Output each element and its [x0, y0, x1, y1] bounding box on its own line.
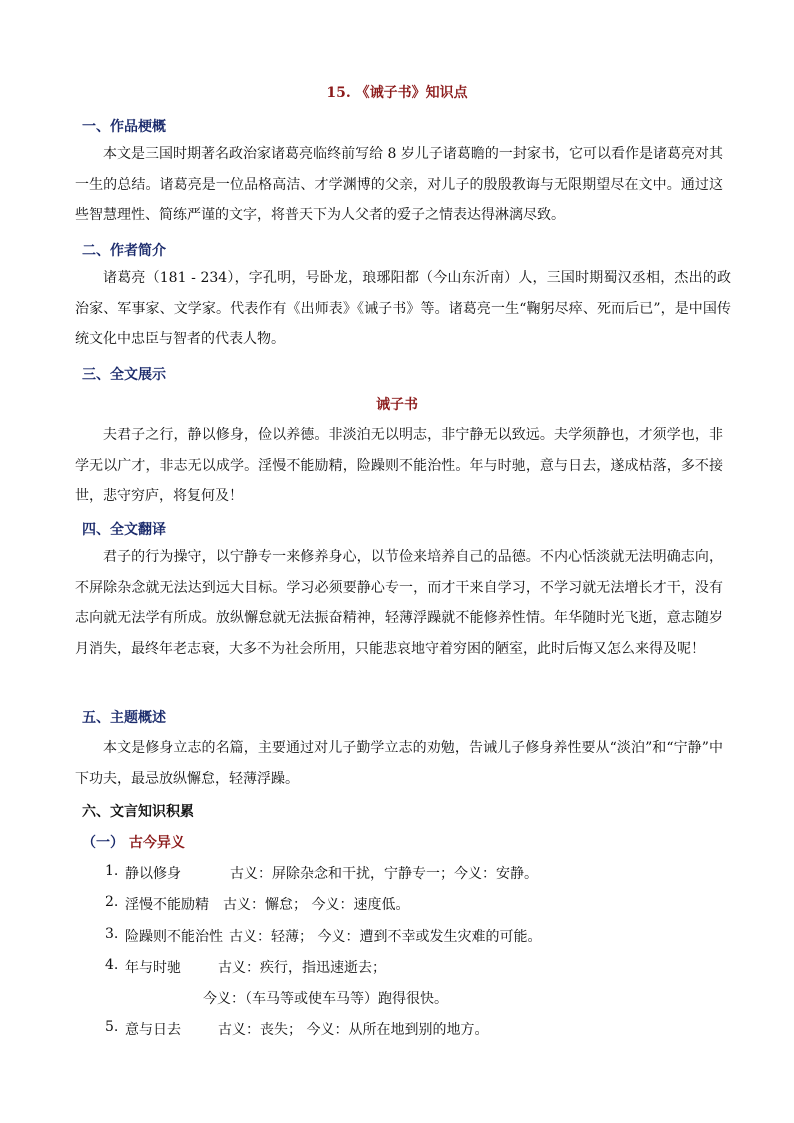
subsection-heading [82, 832, 185, 852]
item-definition: 古义：疾行，指迅速逝去； [218, 960, 386, 976]
paragraph-summary: 本文是三国时期著名政治家诸葛亮临终前写给 8 岁儿子诸葛瞻的一封家书，它可以看作是诸葛亮对其一生的总结。诸葛亮是一位品格高洁、才学渊博的父亲，对儿子的殷殷教诲与无限期望尽在文中。通过这些智慧理性、简练严谨的文字，将普天下为人父者的爱子之情表达得淋漓尽致。 [75, 146, 723, 223]
item-definition: 古义：轻薄； 今义：遭到不幸或发生灾难的可能。 [229, 929, 542, 945]
paragraph-theme: 本文是修身立志的名篇，主要通过对儿子勤学立志的劝勉，告诫儿子修身养性要从“淡泊”和“宁静”中下功夫，最忌放纵懈怠，轻薄浮躁。 [75, 740, 723, 787]
title-number: 15. [326, 85, 351, 101]
item-number: 3. [105, 926, 119, 942]
section-heading-5: 五、主题概述 [82, 710, 166, 726]
section-heading-3: 三、全文展示 [82, 367, 166, 383]
section-heading-6: 六、文言知识积累 [82, 804, 194, 820]
title-text: 《诫子书》知识点 [355, 85, 468, 101]
paragraph-translation: 君子的行为操守，以宁静专一来修养身心，以节俭来培养自己的品德。不内心恬淡就无法明确志向，不屏除杂念就无法达到远大目标。学习必须要静心专一，而才干来自学习，不学习就无法增长才干，没有志向就无法学有所成。放纵懈怠就无法振奋精神，轻薄浮躁就不能修养性情。年华随时光飞逝，意志随岁月消失，最终年老志衰，大多不为社会所用，只能悲哀地守着穷困的陋室，此时后悔又怎么来得及呢！ [75, 549, 723, 657]
section-heading-2: 二、作者简介 [82, 243, 166, 259]
page-title [0, 82, 794, 102]
poem-title: 诫子书 [376, 397, 418, 413]
item-term: 险躁则不能治性 [125, 929, 223, 945]
item-term: 年与时驰 [125, 960, 181, 976]
item-definition: 古义：丧失； 今义：从所在地到别的地方。 [218, 1022, 489, 1038]
item-number: 2. [105, 894, 119, 910]
section-heading-1: 一、作品梗概 [82, 119, 166, 135]
item-definition: 古义：懈怠； 今义：速度低。 [223, 897, 410, 913]
paragraph-original-text: 夫君子之行，静以修身，俭以养德。非淡泊无以明志，非宁静无以致远。夫学须静也，才须学也，非学无以广才，非志无以成学。淫慢不能励精，险躁则不能治性。年与时驰，意与日去，遂成枯落，多不接世，悲守穷庐，将复何及！ [75, 427, 723, 504]
subsection-title: 古今异义 [128, 835, 185, 851]
item-term: 意与日去 [125, 1022, 181, 1038]
item-term: 淫慢不能励精 [125, 897, 209, 913]
item-number: 4. [105, 957, 119, 973]
section-heading-4: 四、全文翻译 [82, 522, 166, 538]
list-item-continuation: 今义：（车马等或使车马等）跑得很快。 [203, 991, 448, 1007]
paragraph-author: 诸葛亮（181 - 234），字孔明，号卧龙，琅琊阳都（今山东沂南）人，三国时期蜀汉丞相，杰出的政治家、军事家、文学家。代表作有《出师表》《诫子书》等。诸葛亮一生“鞠躬尽瘁、死而后已”，是中国传统文化中忠臣与智者的代表人物。 [75, 270, 731, 347]
item-definition: 古义：屏除杂念和干扰，宁静专一；今义：安静。 [230, 866, 538, 882]
subsection-number: （一） [82, 835, 124, 851]
item-number: 5. [105, 1019, 119, 1035]
item-term: 静以修身 [125, 866, 181, 882]
item-number: 1. [105, 863, 119, 879]
